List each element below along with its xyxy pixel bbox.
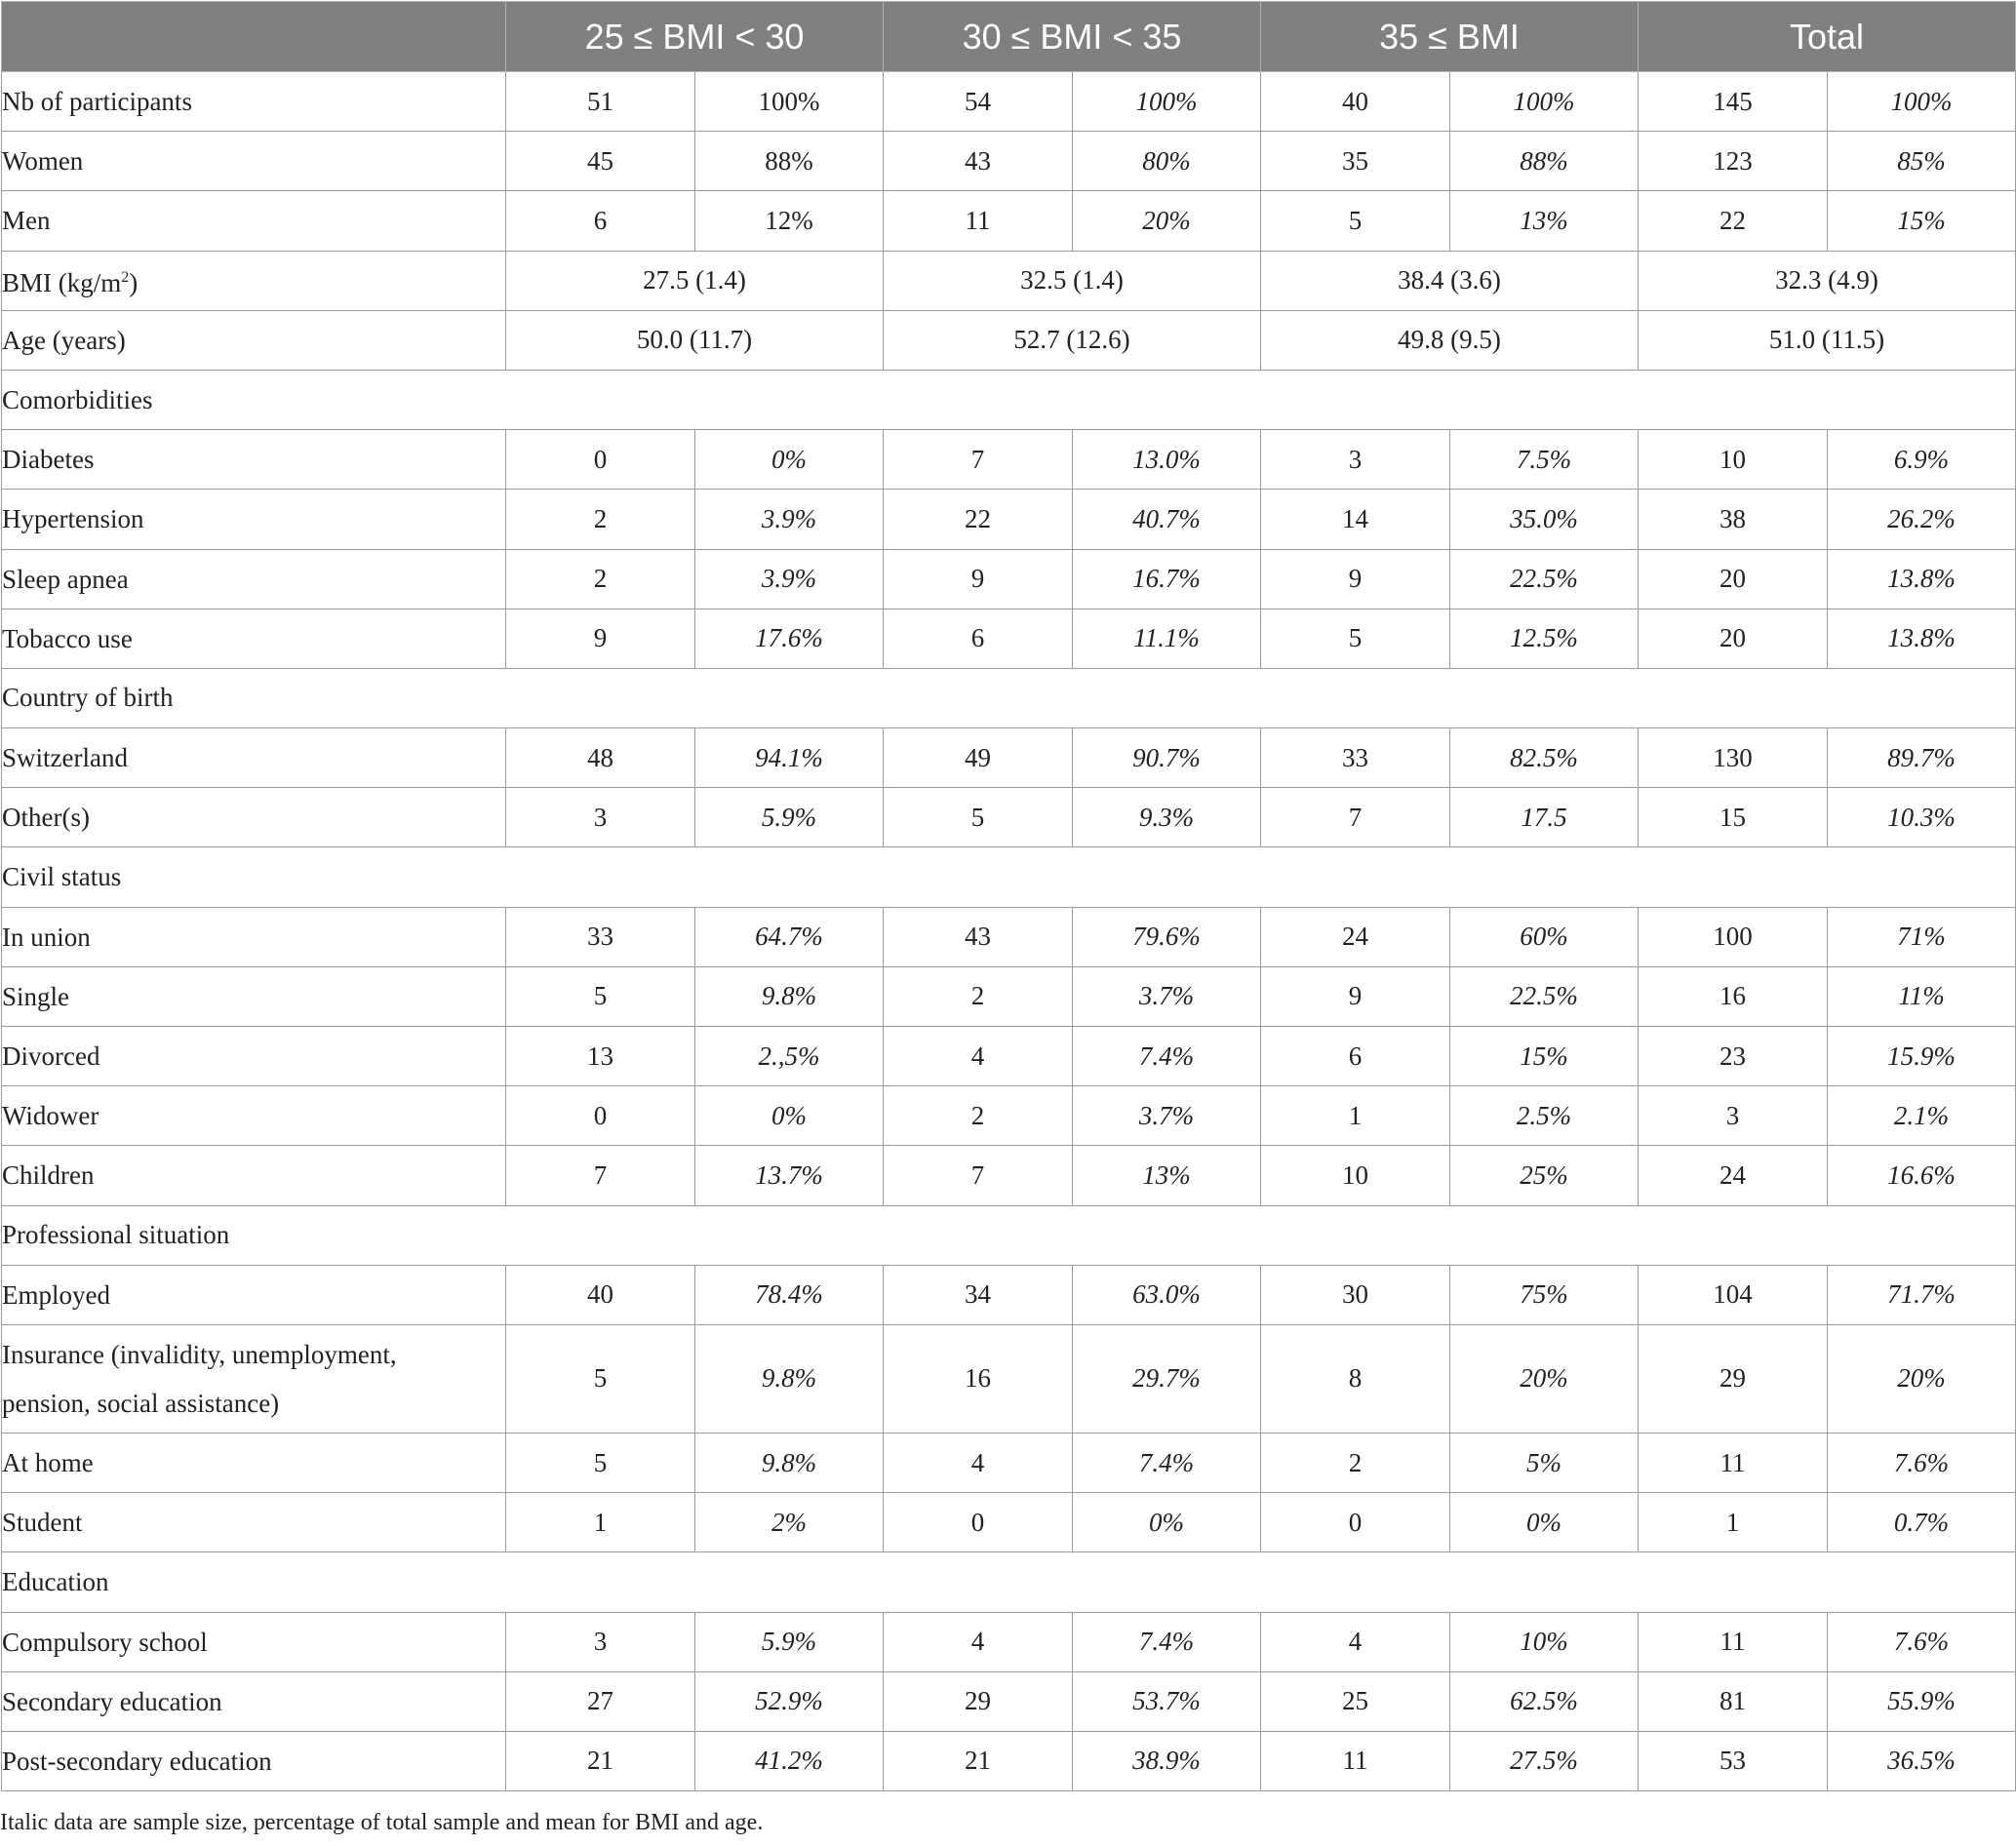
cell-count: 11 <box>1639 1433 1828 1492</box>
cell-percent: 25% <box>1450 1146 1639 1205</box>
cell-count: 9 <box>884 549 1073 609</box>
cell-percent: 6.9% <box>1828 430 2016 490</box>
row-label: Compulsory school <box>2 1612 506 1671</box>
row-label <box>2 251 506 310</box>
cell-percent: 3.9% <box>695 490 884 549</box>
cell-percent: 53.7% <box>1073 1671 1261 1731</box>
cell-percent: 100% <box>1450 72 1639 132</box>
cell-count: 24 <box>1639 1146 1828 1205</box>
cell-count: 48 <box>506 728 695 788</box>
cell-count: 13 <box>506 1027 695 1086</box>
row-label: Widower <box>2 1086 506 1146</box>
cell-count: 4 <box>884 1612 1073 1671</box>
table-row <box>2 907 2016 966</box>
cell-count: 81 <box>1639 1671 1828 1731</box>
cell-count: 2 <box>506 490 695 549</box>
cell-count: 40 <box>1261 72 1450 132</box>
cell-percent: 82.5% <box>1450 728 1639 788</box>
section-row <box>2 370 2016 429</box>
cell-count: 7 <box>1261 788 1450 847</box>
cell-count: 14 <box>1261 490 1450 549</box>
cell-count: 25 <box>1261 1671 1450 1731</box>
cell-count: 33 <box>1261 728 1450 788</box>
cell-count: 21 <box>506 1731 695 1790</box>
cell-mean: 32.3 (4.9) <box>1639 251 2016 310</box>
table-row <box>2 1086 2016 1146</box>
cell-percent: 13% <box>1073 1146 1261 1205</box>
cell-percent: 20% <box>1450 1324 1639 1433</box>
cell-percent: 40.7% <box>1073 490 1261 549</box>
cell-count: 43 <box>884 132 1073 191</box>
section-row <box>2 668 2016 727</box>
cell-percent: 100% <box>695 72 884 132</box>
cell-percent: 13.0% <box>1073 430 1261 490</box>
cell-count: 7 <box>506 1146 695 1205</box>
cell-percent: 75% <box>1450 1265 1639 1324</box>
cell-count: 4 <box>1261 1612 1450 1671</box>
cell-count: 38 <box>1639 490 1828 549</box>
row-label <box>2 1324 506 1433</box>
table-row <box>2 1146 2016 1205</box>
cell-percent: 12% <box>695 191 884 251</box>
cell-percent: 35.0% <box>1450 490 1639 549</box>
table-row <box>2 966 2016 1026</box>
cell-percent: 90.7% <box>1073 728 1261 788</box>
cell-count: 30 <box>1261 1265 1450 1324</box>
row-label: Hypertension <box>2 490 506 549</box>
row-label: At home <box>2 1433 506 1492</box>
table-row <box>2 430 2016 490</box>
cell-percent: 2.,5% <box>695 1027 884 1086</box>
section-heading-professional: Professional situation <box>2 1205 2016 1265</box>
cell-percent: 5.9% <box>695 788 884 847</box>
bmi-label-superscript: 2 <box>121 269 130 287</box>
cell-count: 10 <box>1639 430 1828 490</box>
cell-count: 40 <box>506 1265 695 1324</box>
header-total: Total <box>1639 2 2016 72</box>
cell-count: 11 <box>1261 1731 1450 1790</box>
cell-count: 54 <box>884 72 1073 132</box>
row-label: Switzerland <box>2 728 506 788</box>
cell-mean: 32.5 (1.4) <box>884 251 1261 310</box>
cell-percent: 13% <box>1450 191 1639 251</box>
section-heading-education: Education <box>2 1552 2016 1612</box>
cell-count: 20 <box>1639 609 1828 668</box>
cell-count: 27 <box>506 1671 695 1731</box>
cell-count: 51 <box>506 72 695 132</box>
table-row <box>2 788 2016 847</box>
cell-percent: 13.8% <box>1828 609 2016 668</box>
row-label: Men <box>2 191 506 251</box>
cell-count: 1 <box>506 1493 695 1552</box>
cell-count: 11 <box>884 191 1073 251</box>
cell-mean: 50.0 (11.7) <box>506 310 884 370</box>
cell-percent: 41.2% <box>695 1731 884 1790</box>
row-label: Children <box>2 1146 506 1205</box>
cell-count: 7 <box>884 1146 1073 1205</box>
cell-percent: 85% <box>1828 132 2016 191</box>
cell-count: 20 <box>1639 549 1828 609</box>
table-row <box>2 609 2016 668</box>
cell-percent: 7.6% <box>1828 1433 2016 1492</box>
table-row <box>2 1324 2016 1433</box>
cell-percent: 63.0% <box>1073 1265 1261 1324</box>
cell-count: 123 <box>1639 132 1828 191</box>
table-footnote: Italic data are sample size, percentage of total sample and mean for BMI and age. <box>0 1810 764 1835</box>
cell-percent: 5.9% <box>695 1612 884 1671</box>
insurance-label-line1: Insurance (invalidity, unemployment, <box>2 1339 397 1369</box>
cell-count: 4 <box>884 1027 1073 1086</box>
table-row <box>2 1493 2016 1552</box>
cell-count: 34 <box>884 1265 1073 1324</box>
cell-count: 130 <box>1639 728 1828 788</box>
cell-count: 15 <box>1639 788 1828 847</box>
cell-percent: 11% <box>1828 966 2016 1026</box>
cell-count: 21 <box>884 1731 1073 1790</box>
cell-count: 5 <box>506 1433 695 1492</box>
cell-count: 5 <box>1261 609 1450 668</box>
cell-count: 24 <box>1261 907 1450 966</box>
cell-mean: 49.8 (9.5) <box>1261 310 1639 370</box>
row-label: Student <box>2 1493 506 1552</box>
cell-percent: 2.5% <box>1450 1086 1639 1146</box>
cell-count: 16 <box>884 1324 1073 1433</box>
section-heading-country: Country of birth <box>2 668 2016 727</box>
cell-count: 5 <box>1261 191 1450 251</box>
cell-percent: 0% <box>1073 1493 1261 1552</box>
cell-count: 53 <box>1639 1731 1828 1790</box>
cell-count: 2 <box>506 549 695 609</box>
cell-percent: 0% <box>695 430 884 490</box>
cell-count: 100 <box>1639 907 1828 966</box>
row-label: In union <box>2 907 506 966</box>
table-row <box>2 1731 2016 1790</box>
cell-count: 11 <box>1639 1612 1828 1671</box>
header-row <box>2 2 2016 72</box>
cell-percent: 16.6% <box>1828 1146 2016 1205</box>
cell-percent: 27.5% <box>1450 1731 1639 1790</box>
cell-count: 6 <box>506 191 695 251</box>
cell-percent: 62.5% <box>1450 1671 1639 1731</box>
cell-count: 45 <box>506 132 695 191</box>
cell-percent: 55.9% <box>1828 1671 2016 1731</box>
cell-percent: 13.7% <box>695 1146 884 1205</box>
cell-mean: 38.4 (3.6) <box>1261 251 1639 310</box>
cell-percent: 15% <box>1828 191 2016 251</box>
cell-percent: 20% <box>1073 191 1261 251</box>
header-bmi-25-30: 25 ≤ BMI < 30 <box>506 2 884 72</box>
table-row <box>2 490 2016 549</box>
cell-percent: 7.5% <box>1450 430 1639 490</box>
cell-count: 6 <box>1261 1027 1450 1086</box>
cell-percent: 94.1% <box>695 728 884 788</box>
bmi-label-text: BMI (kg/m <box>2 268 122 298</box>
cell-percent: 20% <box>1828 1324 2016 1433</box>
table-row <box>2 191 2016 251</box>
cell-percent: 0% <box>695 1086 884 1146</box>
cell-percent: 15.9% <box>1828 1027 2016 1086</box>
cell-percent: 15% <box>1450 1027 1639 1086</box>
cell-percent: 22.5% <box>1450 966 1639 1026</box>
cell-percent: 88% <box>1450 132 1639 191</box>
cell-count: 49 <box>884 728 1073 788</box>
bmi-label-end: ) <box>129 268 138 298</box>
row-label: Other(s) <box>2 788 506 847</box>
cell-percent: 12.5% <box>1450 609 1639 668</box>
section-row <box>2 1205 2016 1265</box>
cell-count: 145 <box>1639 72 1828 132</box>
cell-percent: 60% <box>1450 907 1639 966</box>
row-label: Diabetes <box>2 430 506 490</box>
row-label: Post-secondary education <box>2 1731 506 1790</box>
row-label: Women <box>2 132 506 191</box>
cell-percent: 29.7% <box>1073 1324 1261 1433</box>
cell-percent: 36.5% <box>1828 1731 2016 1790</box>
table-row <box>2 1265 2016 1324</box>
cell-count: 3 <box>1261 430 1450 490</box>
cell-count: 35 <box>1261 132 1450 191</box>
cell-percent: 0% <box>1450 1493 1639 1552</box>
cell-count: 16 <box>1639 966 1828 1026</box>
cell-count: 104 <box>1639 1265 1828 1324</box>
cell-count: 9 <box>1261 966 1450 1026</box>
cell-percent: 11.1% <box>1073 609 1261 668</box>
cell-count: 10 <box>1261 1146 1450 1205</box>
cell-percent: 22.5% <box>1450 549 1639 609</box>
cell-count: 2 <box>1261 1433 1450 1492</box>
cell-percent: 5% <box>1450 1433 1639 1492</box>
table-row <box>2 1671 2016 1731</box>
cell-count: 6 <box>884 609 1073 668</box>
cell-count: 29 <box>884 1671 1073 1731</box>
cell-count: 33 <box>506 907 695 966</box>
table-row <box>2 72 2016 132</box>
cell-percent: 79.6% <box>1073 907 1261 966</box>
cell-count: 0 <box>1261 1493 1450 1552</box>
row-label: Single <box>2 966 506 1026</box>
cell-count: 5 <box>884 788 1073 847</box>
header-bmi-30-35: 30 ≤ BMI < 35 <box>884 2 1261 72</box>
cell-count: 29 <box>1639 1324 1828 1433</box>
cell-count: 5 <box>506 966 695 1026</box>
row-label: Nb of participants <box>2 72 506 132</box>
row-label: Sleep apnea <box>2 549 506 609</box>
cell-percent: 2% <box>695 1493 884 1552</box>
row-label: Employed <box>2 1265 506 1324</box>
cell-mean: 51.0 (11.5) <box>1639 310 2016 370</box>
section-heading-civil-status: Civil status <box>2 847 2016 907</box>
cell-mean: 52.7 (12.6) <box>884 310 1261 370</box>
cell-percent: 100% <box>1073 72 1261 132</box>
cell-percent: 3.9% <box>695 549 884 609</box>
cell-count: 8 <box>1261 1324 1450 1433</box>
cell-count: 3 <box>506 1612 695 1671</box>
cell-count: 7 <box>884 430 1073 490</box>
cell-count: 9 <box>1261 549 1450 609</box>
section-row <box>2 1552 2016 1612</box>
cell-percent: 7.4% <box>1073 1433 1261 1492</box>
cell-percent: 10% <box>1450 1612 1639 1671</box>
cell-percent: 100% <box>1828 72 2016 132</box>
row-label: Secondary education <box>2 1671 506 1731</box>
cell-percent: 7.6% <box>1828 1612 2016 1671</box>
header-bmi-35-plus: 35 ≤ BMI <box>1261 2 1639 72</box>
cell-percent: 80% <box>1073 132 1261 191</box>
cell-count: 9 <box>506 609 695 668</box>
row-label: Divorced <box>2 1027 506 1086</box>
cell-percent: 71% <box>1828 907 2016 966</box>
cell-percent: 3.7% <box>1073 1086 1261 1146</box>
cell-percent: 10.3% <box>1828 788 2016 847</box>
cell-count: 23 <box>1639 1027 1828 1086</box>
row-label: Tobacco use <box>2 609 506 668</box>
row-label: Age (years) <box>2 310 506 370</box>
cell-percent: 17.5 <box>1450 788 1639 847</box>
cell-percent: 9.8% <box>695 1433 884 1492</box>
cell-count: 1 <box>1639 1493 1828 1552</box>
cell-percent: 7.4% <box>1073 1612 1261 1671</box>
bmi-table <box>1 1 2016 1791</box>
cell-percent: 64.7% <box>695 907 884 966</box>
table-row <box>2 1612 2016 1671</box>
cell-percent: 71.7% <box>1828 1265 2016 1324</box>
cell-count: 5 <box>506 1324 695 1433</box>
cell-count: 3 <box>506 788 695 847</box>
cell-percent: 9.3% <box>1073 788 1261 847</box>
cell-percent: 9.8% <box>695 1324 884 1433</box>
cell-percent: 2.1% <box>1828 1086 2016 1146</box>
table-row <box>2 549 2016 609</box>
table-row <box>2 132 2016 191</box>
cell-count: 0 <box>506 1086 695 1146</box>
table-row <box>2 1433 2016 1492</box>
cell-percent: 78.4% <box>695 1265 884 1324</box>
cell-count: 2 <box>884 1086 1073 1146</box>
cell-percent: 17.6% <box>695 609 884 668</box>
cell-percent: 88% <box>695 132 884 191</box>
section-row <box>2 847 2016 907</box>
cell-percent: 26.2% <box>1828 490 2016 549</box>
cell-count: 1 <box>1261 1086 1450 1146</box>
table-row <box>2 1027 2016 1086</box>
cell-count: 0 <box>506 430 695 490</box>
cell-percent: 89.7% <box>1828 728 2016 788</box>
cell-percent: 52.9% <box>695 1671 884 1731</box>
cell-percent: 7.4% <box>1073 1027 1261 1086</box>
cell-count: 22 <box>1639 191 1828 251</box>
cell-percent: 9.8% <box>695 966 884 1026</box>
cell-count: 22 <box>884 490 1073 549</box>
cell-percent: 13.8% <box>1828 549 2016 609</box>
section-heading-comorbidities: Comorbidities <box>2 370 2016 429</box>
cell-percent: 0.7% <box>1828 1493 2016 1552</box>
insurance-label-line2: pension, social assistance) <box>2 1388 280 1418</box>
cell-percent: 38.9% <box>1073 1731 1261 1790</box>
table-row <box>2 251 2016 310</box>
table-row <box>2 728 2016 788</box>
cell-percent: 3.7% <box>1073 966 1261 1026</box>
cell-count: 0 <box>884 1493 1073 1552</box>
cell-count: 3 <box>1639 1086 1828 1146</box>
header-empty <box>2 2 506 72</box>
cell-count: 4 <box>884 1433 1073 1492</box>
cell-mean: 27.5 (1.4) <box>506 251 884 310</box>
cell-percent: 16.7% <box>1073 549 1261 609</box>
cell-count: 2 <box>884 966 1073 1026</box>
table-row <box>2 310 2016 370</box>
cell-count: 43 <box>884 907 1073 966</box>
